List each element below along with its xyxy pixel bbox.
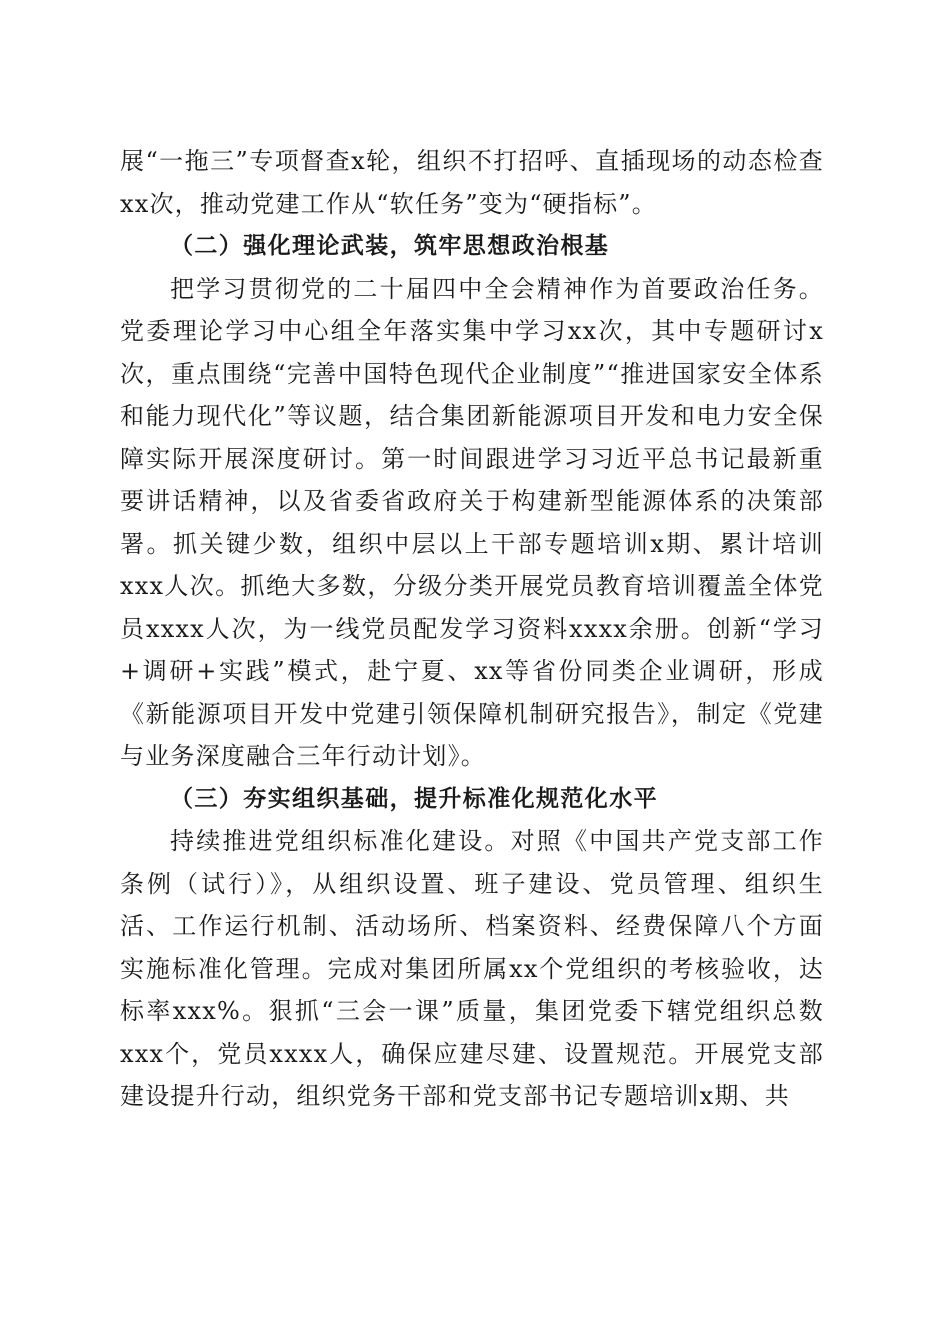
document-page: [120, 140, 824, 1118]
section-heading-3: （三）夯实组织基础，提升标准化规范化水平: [170, 785, 658, 812]
section-body-2: 把学习贯彻党的二十届四中全会精神作为首要政治任务。党委理论学习中心组全年落实集中学习xx次，其中专题研讨x次，重点围绕“完善中国特色现代企业制度”“推进国家安全体系和能力现代化”等议题，结合集团新能源项目开发和电力安全保障实际开展深度研讨。第一时间跟进学习习近平总书记最新重要讲话精神，以及省委省政府关于构建新型能源体系的决策部署。抓关键少数，组织中层以上干部专题培训x期、累计培训xxx人次。抓绝大多数，分级分类开展党员教育培训覆盖全体党员xxxx人次，为一线党员配发学习资料xxxx余册。创新“学习+调研+实践”模式，赴宁夏、xx等省份同类企业调研，形成《新能源项目开发中党建引领保障机制研究报告》，制定《党建与业务深度融合三年行动计划》。: [120, 274, 824, 770]
section-heading-2: （二）强化理论武装，筑牢思想政治根基: [170, 233, 610, 259]
section-body-3: 持续推进党组织标准化建设。对照《中国共产党支部工作条例（试行）》，从组织设置、班子建设、党员管理、组织生活、工作运行机制、活动场所、档案资料、经费保障八个方面实施标准化管理。完成对集团所属xx个党组织的考核验收，达标率xxx%。狠抓“三会一课”质量，集团党委下辖党组织总数xxx个，党员xxxx人，确保应建尽建、设置规范。开展党支部建设提升行动，组织党务干部和党支部书记专题培训x期、共: [120, 827, 824, 1110]
continued-paragraph: 展“一拖三”专项督查x轮，组织不打招呼、直插现场的动态检查xx次，推动党建工作从“软任务”变为“硬指标”。: [120, 147, 824, 218]
